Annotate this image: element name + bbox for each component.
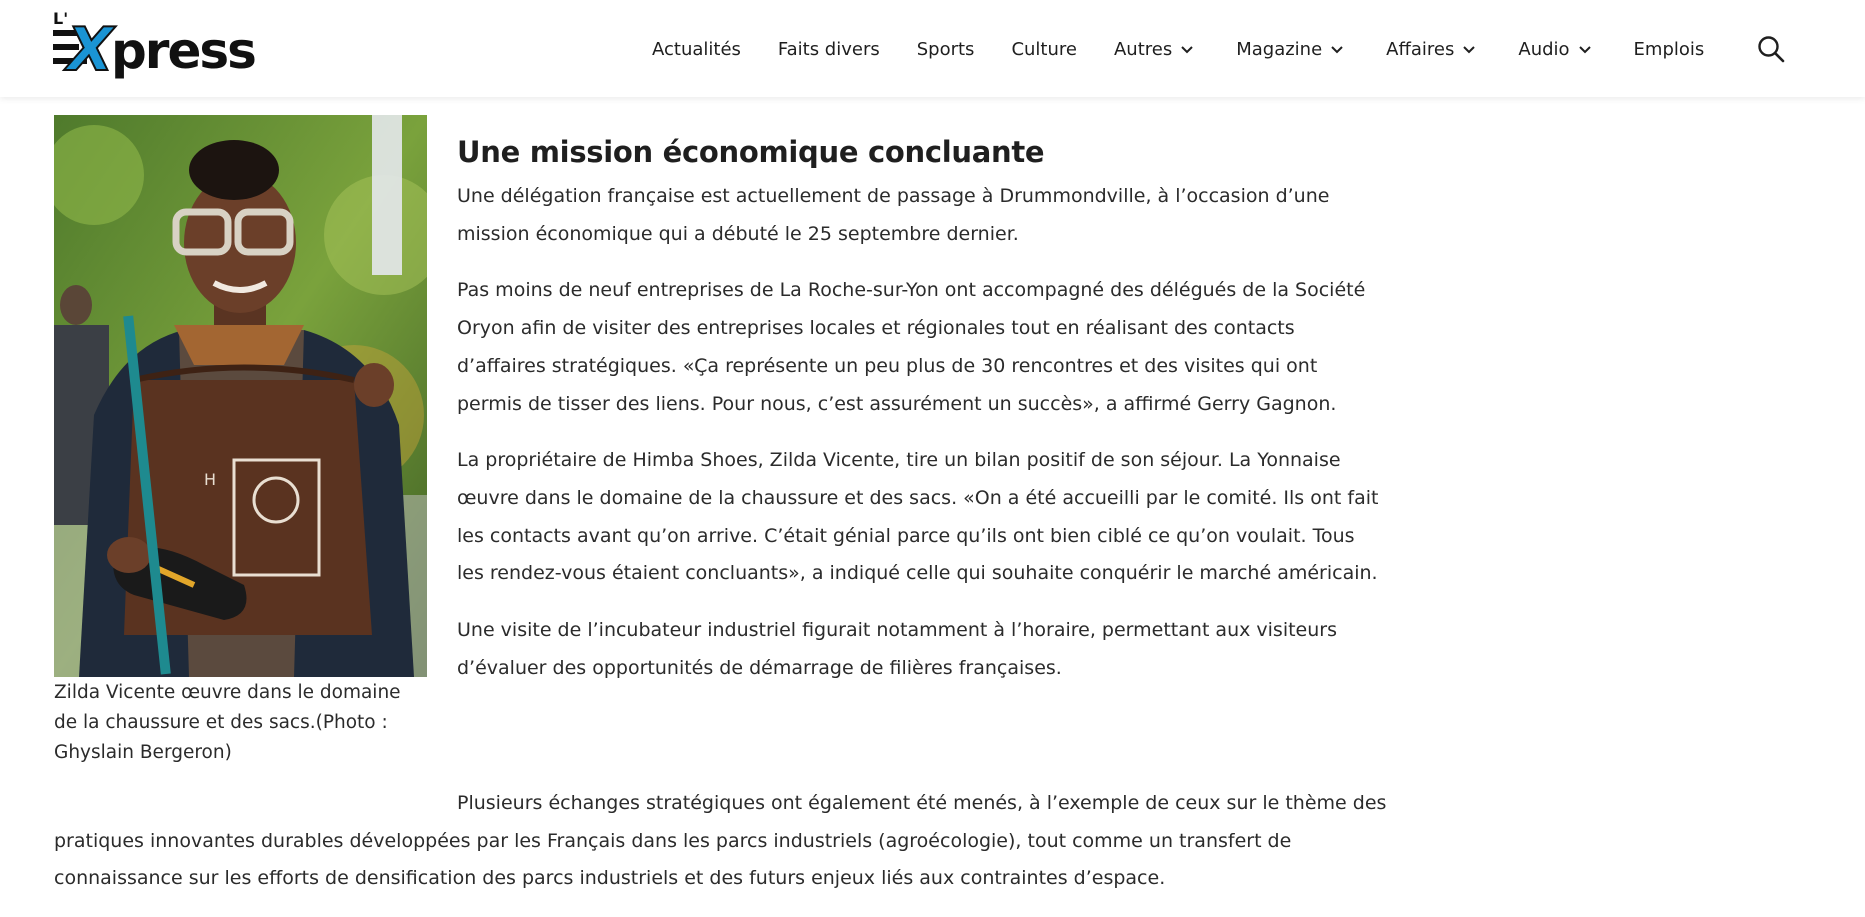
nav-label: Actualités [652,38,741,60]
svg-text:L': L' [53,10,69,28]
article-headline: Une mission économique concluante [457,135,1045,169]
nav-sports[interactable] [917,39,975,60]
svg-text:press: press [111,22,255,80]
express-logo-icon [53,10,255,82]
nav-affaires[interactable] [1386,39,1476,60]
nav-label: Autres [1113,38,1173,60]
photo-caption: Zilda Vicente œuvre dans le domaine de la chaussure et des sacs.(Photo : Ghyslain Bergeron) [54,682,401,763]
main-nav [652,27,1704,71]
article-paragraph: Pas moins de neuf entreprises de La Roche-sur-Yon ont accompagné des délégués de la Société Oryon afin de visiter des entreprises locales et régionales tout en réalisant des contacts d’affaires stratégiques. «Ça représente un peu plus de 30 rencontres et des visites qui ont permis de tisser des liens. Pour nous, c’est assurément un succès», a affirmé Gerry Gagnon. [457,279,1366,415]
search-icon[interactable] [1757,35,1785,63]
chevron-down-icon [1180,42,1194,56]
photo-woman-with-bag-image [54,115,427,677]
nav-label: Magazine [1236,38,1323,60]
nav-faits-divers[interactable] [778,39,880,60]
svg-text:X: X [67,15,114,82]
article-paragraph: Une délégation française est actuellement de passage à Drummondville, à l’occasion d’une mission économique qui a débuté le 25 septembre dernier. [457,185,1330,245]
article-paragraph: Une visite de l’incubateur industriel figurait notamment à l’horaire, permettant aux visiteurs d’évaluer des opportunités de démarrage de filières françaises. [457,619,1337,679]
article-paragraph: Plusieurs échanges stratégiques ont également été menés, à l’exemple de ceux sur le thème des pratiques innovantes durables développées par les Français dans les parcs industriels (agroécologie), tout comme un transfert de connaissance sur les efforts de densification des parcs industriels et des futurs enjeux liés aux contraintes d’espace. [54,792,1387,890]
article-photo [54,115,427,677]
nav-actualites[interactable] [652,39,741,60]
nav-label: Faits divers [777,38,880,60]
nav-culture[interactable] [1011,39,1077,60]
nav-emplois[interactable] [1634,39,1705,60]
nav-label: Affaires [1386,38,1455,60]
chevron-down-icon [1578,42,1592,56]
svg-text:H: H [204,470,217,489]
site-logo[interactable] [53,10,255,82]
nav-label: Audio [1518,38,1570,60]
article-paragraph: La propriétaire de Himba Shoes, Zilda Vicente, tire un bilan positif de son séjour. La Yonnaise œuvre dans le domaine de la chaussure et des sacs. «On a été accueilli par le comité. Ils ont fait les contacts avant qu’on arrive. C’était génial parce qu’ils ont bien ciblé ce qu’on voulait. Tous les rendez-vous étaient concluants», a indiqué celle qui souhaite conquérir le marché américain. [457,449,1379,585]
chevron-down-icon [1462,42,1476,56]
chevron-down-icon [1330,42,1344,56]
nav-magazine[interactable] [1236,39,1344,60]
nav-audio[interactable] [1518,39,1591,60]
nav-autres[interactable] [1114,39,1194,60]
nav-label: Culture [1011,38,1077,60]
nav-label: Emplois [1633,38,1705,60]
article-body [457,132,1387,706]
site-header [0,0,1865,97]
nav-label: Sports [916,38,975,60]
